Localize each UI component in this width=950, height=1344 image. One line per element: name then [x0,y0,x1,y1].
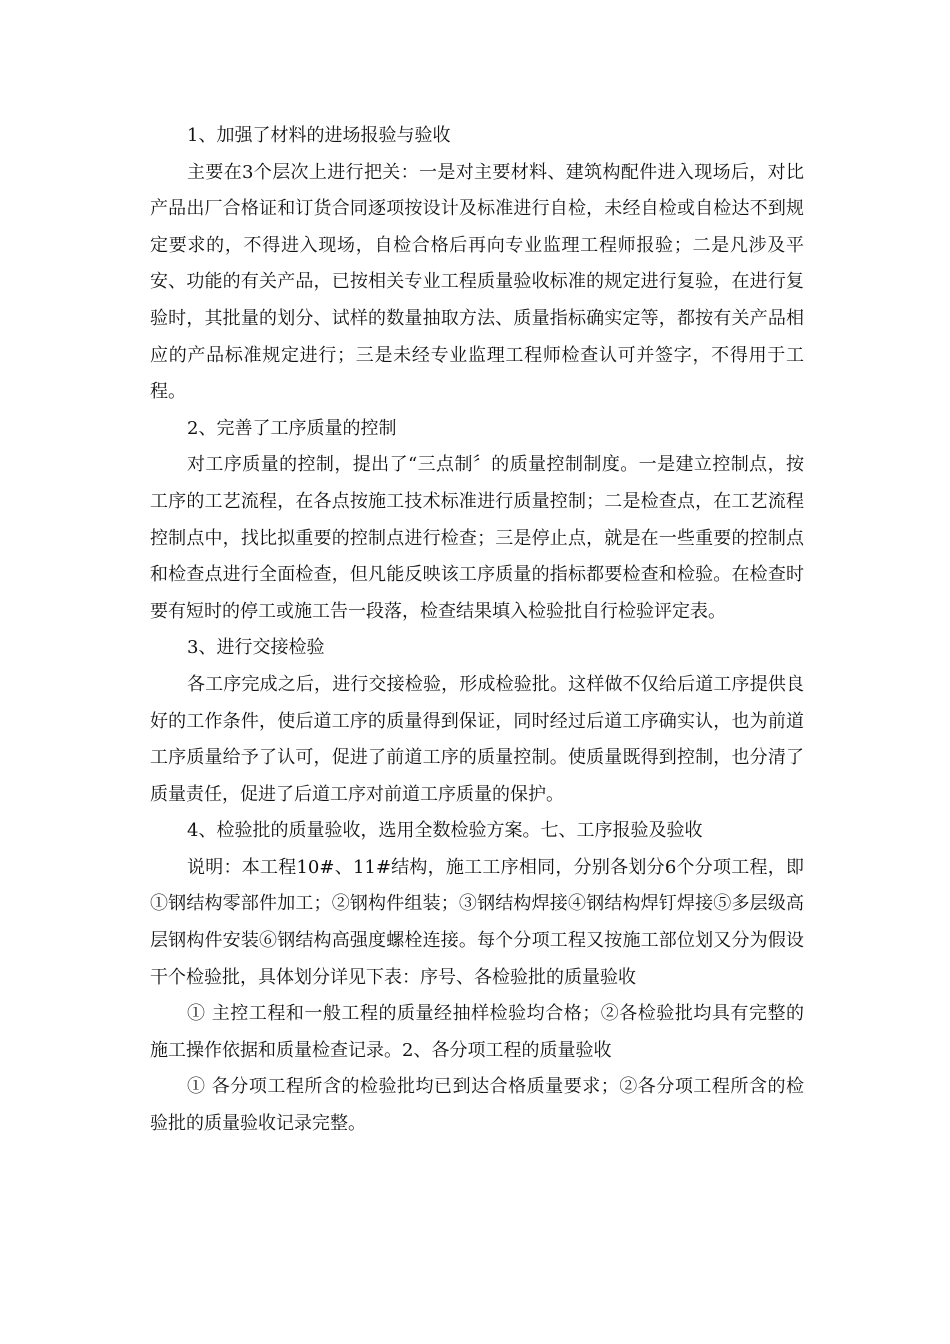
document-page [150,118,804,1143]
paragraph-explanation: 说明：本工程10#、11#结构，施工工序相同，分别各划分6个分项工程，即①钢结构零部件加工；②钢构件组装；③钢结构焊接④钢结构焊钉焊接⑤多层级高层钢构件安装⑥钢结构高强度螺栓连接。每个分项工程又按施工部位划又分为假设干个检验批，具体划分详见下表：序号、各检验批的质量验收 [150,856,804,988]
paragraph-process-quality: 对工序质量的控制，提出了“三点制〞的质量控制制度。一是建立控制点，按工序的工艺流程，在各点按施工技术标准进行质量控制；二是检查点，在工艺流程控制点中，找比拟重要的控制点进行检查；三是停止点，就是在一些重要的控制点和检查点进行全面检查，但凡能反映该工序质量的指标都要检查和检验。在检查时要有短时的停工或施工告一段落，检查结果填入检验批自行检验评定表。 [150,454,804,622]
paragraph-materials: 主要在3个层次上进行把关：一是对主要材料、建筑构配件进入现场后，对比产品出厂合格证和订货合同逐项按设计及标准进行自检，未经自检或自检达不到规定要求的，不得进入现场，自检合格后再向专业监理工程师报验；二是凡涉及平安、功能的有关产品，已按相关专业工程质量验收标准的规定进行复验，在进行复验时，其批量的划分、试样的数量抽取方法、质量指标确实定等，都按有关产品相应的产品标准规定进行；三是未经专业监理工程师检查认可并签字，不得用于工程。 [150,161,804,403]
section-heading-handover: 3、进行交接检验 [187,637,325,659]
paragraph-batch-criteria: ① 主控工程和一般工程的质量经抽样检验均合格；②各检验批均具有完整的施工操作依据和质量检查记录。2、各分项工程的质量验收 [150,1003,804,1061]
paragraph-handover: 各工序完成之后，进行交接检验，形成检验批。这样做不仅给后道工序提供良好的工作条件，使后道工序的质量得到保证，同时经过后道工序确实认，也为前道工序质量给予了认可，促进了前道工序的质量控制。使质量既得到控制，也分清了质量责任，促进了后道工序对前道工序质量的保护。 [150,673,804,805]
section-heading-batch-acceptance: 4、检验批的质量验收，选用全数检验方案。七、工序报验及验收 [187,820,703,842]
section-heading-process-quality: 2、完善了工序质量的控制 [187,417,397,439]
paragraph-subitem-criteria: ① 各分项工程所含的检验批均已到达合格质量要求；②各分项工程所含的检验批的质量验收记录完整。 [150,1076,804,1135]
section-heading-materials: 1、加强了材料的进场报验与验收 [187,125,451,146]
